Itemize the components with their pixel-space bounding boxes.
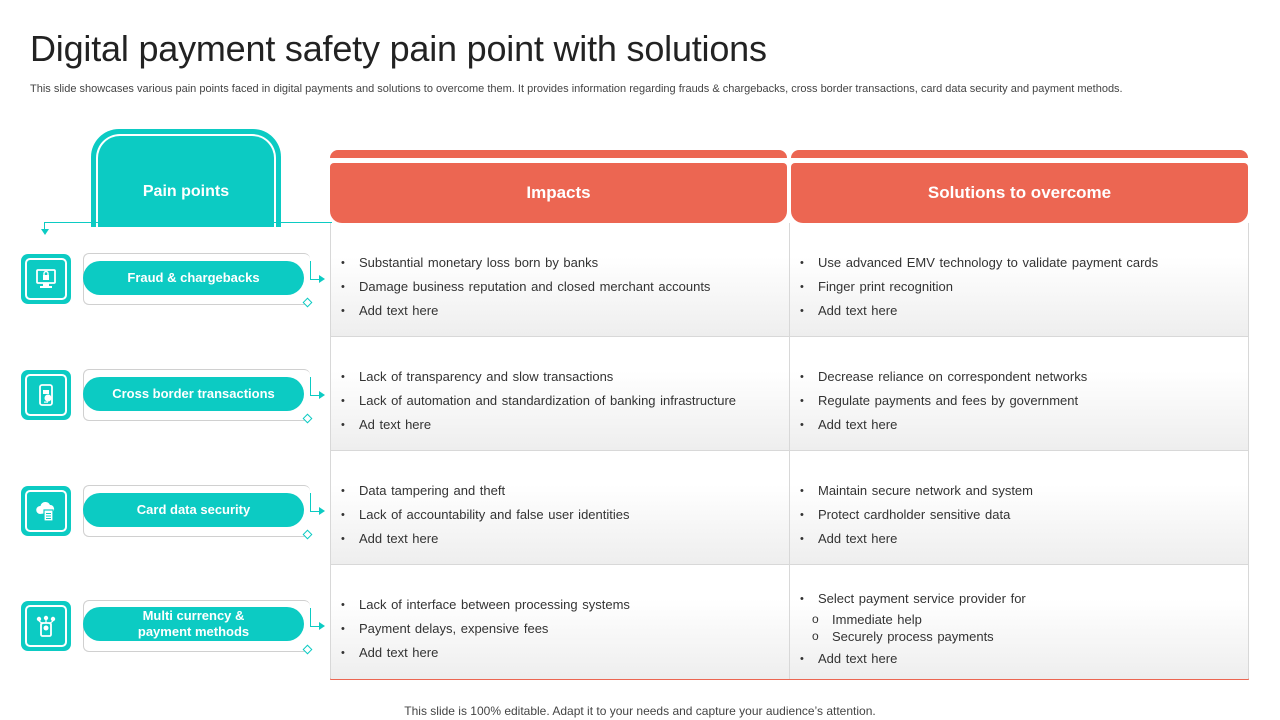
arrow-right-icon [319,391,325,399]
arrow-down-icon [41,229,49,235]
solutions-header [791,150,1248,223]
diamond-marker [303,414,313,424]
solution-item: • Finger print recognition [800,275,1158,299]
solution-item: • Add text here [800,527,1033,551]
connector-line [310,493,311,511]
arrow-right-icon [319,622,325,630]
impact-item: • Lack of transparency and slow transactions [341,365,736,389]
solution-item: • Regulate payments and fees by government [800,389,1087,413]
solution-item: • Add text here [800,647,1026,671]
impact-item: • Add text here [341,527,630,551]
impact-item: • Ad text here [341,413,736,437]
solution-item: • Decrease reliance on correspondent networks [800,365,1087,389]
impacts-cell [331,337,790,451]
impacts-cell [331,565,790,679]
impact-item: • Lack of interface between processing systems [341,593,630,617]
connector-line [44,222,332,223]
connector-line [310,608,311,626]
page-title: Digital payment safety pain point with solutions [30,28,767,69]
impact-item: • Lack of accountability and false user identities [341,503,630,527]
solutions-header-label: Solutions to overcome [791,163,1248,223]
impact-item: • Payment delays, expensive fees [341,617,630,641]
impacts-cell [331,451,790,565]
impacts-header [330,150,787,223]
pain-points-header [91,129,281,227]
solutions-cell [790,337,1248,451]
solution-item: • Maintain secure network and system [800,479,1033,503]
solution-item: • Use advanced EMV technology to validate payment cards [800,251,1158,275]
arrow-right-icon [319,275,325,283]
solution-item: • Protect cardholder sensitive data [800,503,1033,527]
page-subtitle: This slide showcases various pain points faced in digital payments and solutions to overcome them. It provides information regarding frauds & chargebacks, cross border transactions, card data security and payment methods. [30,83,1123,95]
impact-item: • Data tampering and theft [341,479,630,503]
payment-network-icon [21,601,71,651]
impact-item: • Lack of automation and standardization of banking infrastructure [341,389,736,413]
pain-point-cross-border: Cross border transactions [83,377,304,411]
impacts-header-label: Impacts [330,163,787,223]
solution-sublist-wrapper [800,611,1026,645]
solution-item: • Add text here [800,299,1158,323]
monitor-lock-icon [21,254,71,304]
solution-item: • Select payment service provider for [800,587,1026,611]
arrow-right-icon [319,507,325,515]
pain-point-table [330,223,1249,680]
solution-item: • Add text here [800,413,1087,437]
connector-line [310,261,311,279]
impact-item: • Damage business reputation and closed merchant accounts [341,275,710,299]
solutions-cell [790,451,1248,565]
diamond-marker [303,645,313,655]
footer-note: This slide is 100% editable. Adapt it to your needs and capture your audience’s attention. [404,704,876,718]
solutions-cell [790,565,1248,679]
pain-point-fraud-chargebacks: Fraud & chargebacks [83,261,304,295]
mobile-transfer-icon [21,370,71,420]
connector-line [310,377,311,395]
solution-subitem: o Immediate help [812,611,1026,628]
solution-subitem: o Securely process payments [812,628,1026,645]
diamond-marker [303,530,313,540]
pain-points-label: Pain points [142,183,230,200]
solutions-cell [790,223,1248,337]
impact-item: • Add text here [341,641,630,665]
diamond-marker [303,298,313,308]
impact-item: • Add text here [341,299,710,323]
cloud-document-icon [21,486,71,536]
pain-point-multi-currency: Multi currency & payment methods [83,607,304,641]
pain-point-card-data-security: Card data security [83,493,304,527]
impact-item: • Substantial monetary loss born by banks [341,251,710,275]
impacts-cell [331,223,790,337]
